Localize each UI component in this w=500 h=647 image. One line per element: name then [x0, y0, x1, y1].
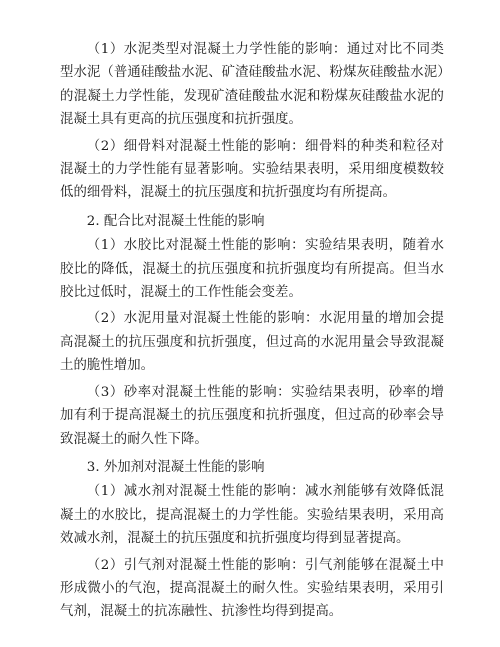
paragraph-air-entraining-agent: （2）引气剂对混凝土性能的影响：引气剂能够在混凝土中形成微小的气泡，提高混凝土的耐久性。实验结果表明，采用引气剂，混凝土的抗冻融性、抗渗性均得到提高。	[60, 557, 444, 620]
paragraph-cement-type: （1）水泥类型对混凝土力学性能的影响：通过对比不同类型水泥（普通硅酸盐水泥、矿渣硅酸盐水泥、粉煤灰硅酸盐水泥）的混凝土力学性能，发现矿渣硅酸盐水泥和粉煤灰硅酸盐水泥的混凝土具有更高的抗压强度和抗折强度。	[60, 42, 444, 128]
paragraph-water-binder-ratio: （1）水胶比对混凝土性能的影响：实验结果表明，随着水胶比的降低，混凝土的抗压强度和抗折强度均有所提高。但当水胶比过低时，混凝土的工作性能会变差。	[60, 238, 444, 301]
paragraph-cement-content: （2）水泥用量对混凝土性能的影响：水泥用量的增加会提高混凝土的抗压强度和抗折强度，但过高的水泥用量会导致混凝土的脆性增加。	[60, 311, 444, 374]
paragraph-fine-aggregate: （2）细骨料对混凝土性能的影响：细骨料的种类和粒径对混凝土的力学性能有显著影响。实验结果表明，采用细度模数较低的细骨料，混凝土的抗压强度和抗折强度均有所提高。	[60, 138, 444, 201]
section-heading-admixtures: 3. 外加剂对混凝土性能的影响	[86, 459, 265, 475]
paragraph-sand-ratio: （3）砂率对混凝土性能的影响：实验结果表明，砂率的增加有利于提高混凝土的抗压强度和抗折强度，但过高的砂率会导致混凝土的耐久性下降。	[60, 384, 444, 447]
paragraph-water-reducer: （1）减水剂对混凝土性能的影响：减水剂能够有效降低混凝土的水胶比，提高混凝土的力学性能。实验结果表明，采用高效减水剂，混凝土的抗压强度和抗折强度均得到显著提高。	[60, 484, 444, 547]
section-heading-mix-ratio: 2. 配合比对混凝土性能的影响	[86, 213, 265, 229]
document-page	[60, 38, 444, 624]
